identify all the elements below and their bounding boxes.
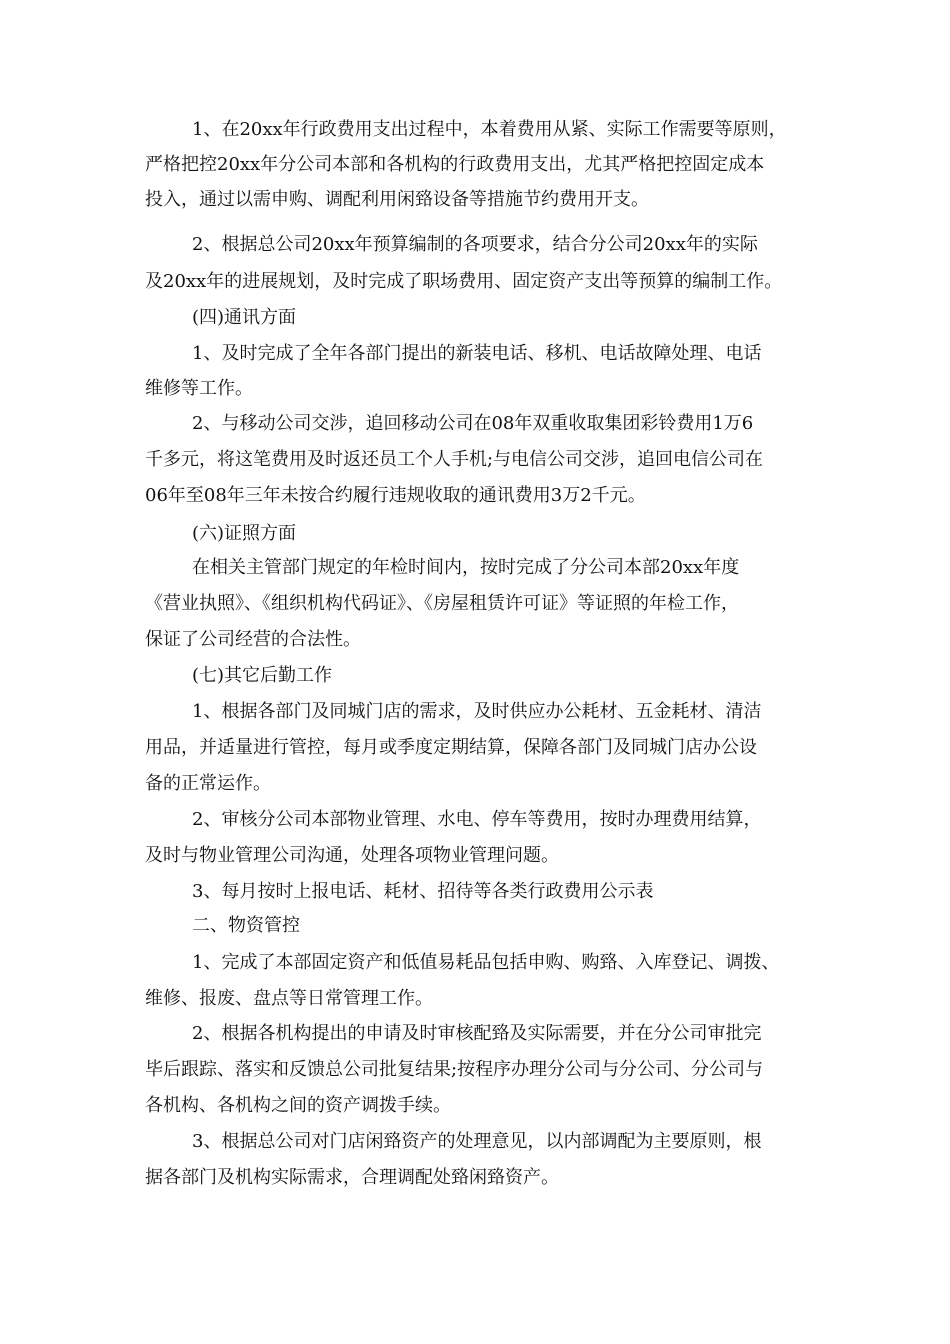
- text-line: 2、根据各机构提出的申请及时审核配臵及实际需要，并在分公司审批完: [192, 1023, 762, 1044]
- text-line: 2、根据总公司20xx年预算编制的各项要求，结合分公司20xx年的实际: [192, 234, 758, 255]
- text-line: 严格把控20xx年分公司本部和各机构的行政费用支出，尤其严格把控固定成本: [145, 154, 765, 175]
- text-line: 2、审核分公司本部物业管理、水电、停车等费用，按时办理费用结算，: [192, 809, 762, 830]
- text-line: 1、在20xx年行政费用支出过程中，本着费用从紧、实际工作需要等原则，: [192, 119, 787, 140]
- text-line: 保证了公司经营的合法性。: [145, 629, 361, 650]
- section-heading: (七)其它后勤工作: [192, 665, 333, 686]
- text-line: 1、及时完成了全年各部门提出的新装电话、移机、电话故障处理、电话: [192, 343, 762, 364]
- text-line: 1、根据各部门及同城门店的需求，及时供应办公耗材、五金耗材、清洁: [192, 701, 762, 722]
- text-line: 据各部门及机构实际需求，合理调配处臵闲臵资产。: [145, 1167, 559, 1188]
- section-heading: (六)证照方面: [192, 523, 297, 544]
- text-line: 毕后跟踪、落实和反馈总公司批复结果;按程序办理分公司与分公司、分公司与: [145, 1059, 764, 1080]
- text-line: 06年至08年三年未按合约履行违规收取的通讯费用3万2千元。: [145, 485, 646, 506]
- text-line: 备的正常运作。: [145, 773, 271, 794]
- text-line: 3、每月按时上报电话、耗材、招待等各类行政费用公示表: [192, 881, 654, 902]
- text-line: 维修、报废、盘点等日常管理工作。: [145, 988, 433, 1009]
- text-line: 维修等工作。: [145, 378, 253, 399]
- text-line: 《营业执照》、《组织机构代码证》、《房屋租赁许可证》等证照的年检工作，: [145, 593, 739, 614]
- text-line: 3、根据总公司对门店闲臵资产的处理意见，以内部调配为主要原则，根: [192, 1131, 762, 1152]
- section-heading: 二、物资管控: [192, 915, 300, 936]
- text-line: 投入，通过以需申购、调配利用闲臵设备等措施节约费用开支。: [145, 189, 649, 210]
- text-line: 及20xx年的进展规划，及时完成了职场费用、固定资产支出等预算的编制工作。: [145, 271, 783, 292]
- text-line: 千多元，将这笔费用及时返还员工个人手机;与电信公司交涉，追回电信公司在: [145, 449, 764, 470]
- text-line: 1、完成了本部固定资产和低值易耗品包括申购、购臵、入库登记、调拨、: [192, 952, 780, 973]
- text-line: 用品，并适量进行管控，每月或季度定期结算，保障各部门及同城门店办公设: [145, 737, 757, 758]
- text-line: 在相关主管部门规定的年检时间内，按时完成了分公司本部20xx年度: [192, 557, 740, 578]
- text-line: 及时与物业管理公司沟通，处理各项物业管理问题。: [145, 845, 559, 866]
- text-line: 各机构、各机构之间的资产调拨手续。: [145, 1095, 451, 1116]
- text-line: 2、与移动公司交涉，追回移动公司在08年双重收取集团彩铃费用1万6: [192, 413, 754, 434]
- section-heading: (四)通讯方面: [192, 307, 297, 328]
